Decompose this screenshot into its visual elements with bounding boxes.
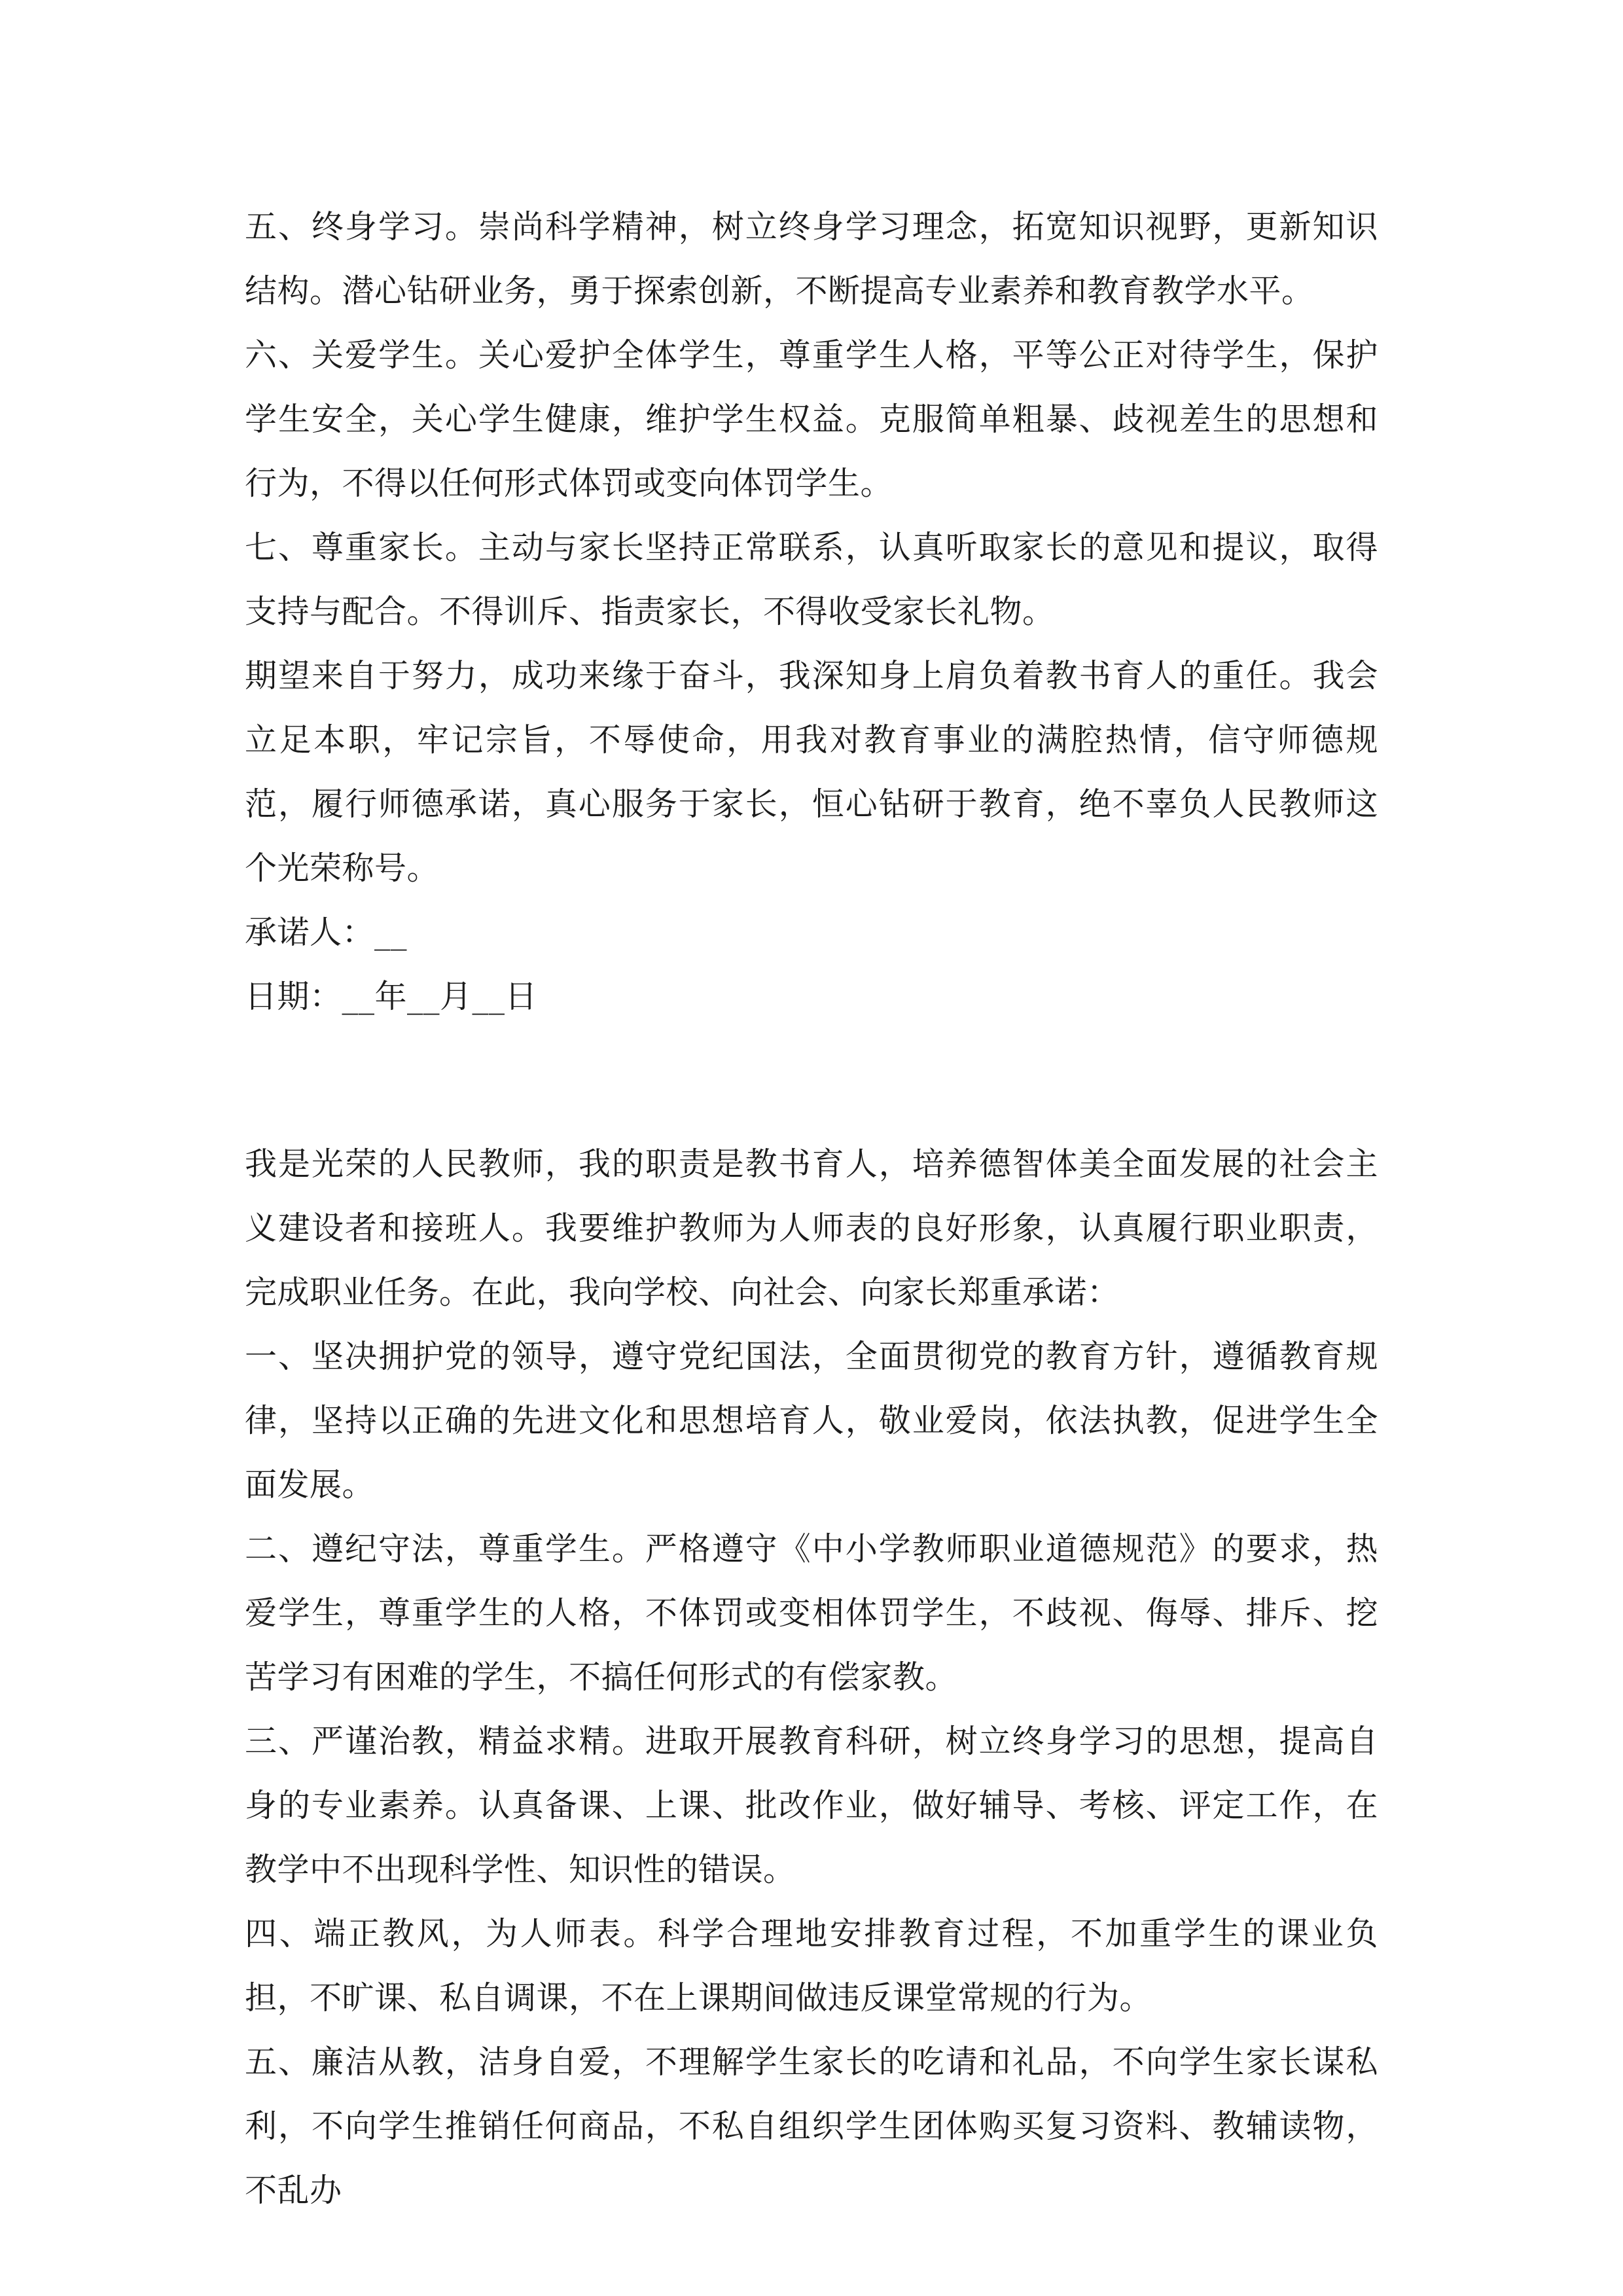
clause-3-rigorous-teaching: 三、严谨治教，精益求精。进取开展教育科研，树立终身学习的思想，提高自身的专业素养。认真备课、上课、批改作业，做好辅导、考核、评定工作，在教学中不出现科学性、知识性的错误。 [245, 1723, 1378, 1888]
clause-1-support-party: 一、坚决拥护党的领导，遵守党纪国法，全面贯彻党的教育方针，遵循教育规律，坚持以正确的先进文化和思想培育人，敬业爱岗，依法执教，促进学生全面发展。 [245, 1338, 1378, 1503]
clause-7-respect-parents: 七、尊重家长。主动与家长坚持正常联系，认真听取家长的意见和提议，取得支持与配合。不得训斥、指责家长，不得收受家长礼物。 [245, 529, 1378, 630]
date-line: 日期：__年__月__日 [245, 978, 538, 1015]
clause-4-teaching-conduct: 四、端正教风，为人师表。科学合理地安排教育过程，不加重学生的课业负担，不旷课、私自调课，不在上课期间做违反课堂常规的行为。 [245, 1915, 1378, 2017]
section-spacer [245, 1029, 1378, 1132]
clause-5-integrity: 五、廉洁从教，洁身自爱，不理解学生家长的吃请和礼品，不向学生家长谋私利，不向学生推销任何商品，不私自组织学生团体购买复习资料、教辅读物，不乱办 [245, 2043, 1378, 2209]
clause-2-law-and-respect: 二、遵纪守法，尊重学生。严格遵守《中小学教师职业道德规范》的要求，热爱学生，尊重学生的人格，不体罚或变相体罚学生，不歧视、侮辱、排斥、挖苦学习有困难的学生，不搞任何形式的有偿家教。 [245, 1530, 1378, 1696]
document-body [245, 195, 1378, 2223]
signature-line: 承诺人：__ [245, 914, 408, 951]
intro-paragraph: 我是光荣的人民教师，我的职责是教书育人，培养德智体美全面发展的社会主义建设者和接班人。我要维护教师为人师表的良好形象，认真履行职业职责，完成职业任务。在此，我向学校、向社会、向家长郑重承诺： [245, 1145, 1378, 1311]
clause-5-lifelong-learning: 五、终身学习。崇尚科学精神，树立终身学习理念，拓宽知识视野，更新知识结构。潜心钻研业务，勇于探索创新，不断提高专业素养和教育教学水平。 [245, 208, 1378, 310]
clause-6-care-for-students: 六、关爱学生。关心爱护全体学生，尊重学生人格，平等公正对待学生，保护学生安全，关心学生健康，维护学生权益。克服简单粗暴、歧视差生的思想和行为，不得以任何形式体罚或变向体罚学生。 [245, 336, 1378, 502]
closing-paragraph: 期望来自于努力，成功来缘于奋斗，我深知身上肩负着教书育人的重任。我会立足本职，牢记宗旨，不辱使命，用我对教育事业的满腔热情，信守师德规范，履行师德承诺，真心服务于家长，恒心钻研于教育，绝不辜负人民教师这个光荣称号。 [245, 657, 1378, 887]
